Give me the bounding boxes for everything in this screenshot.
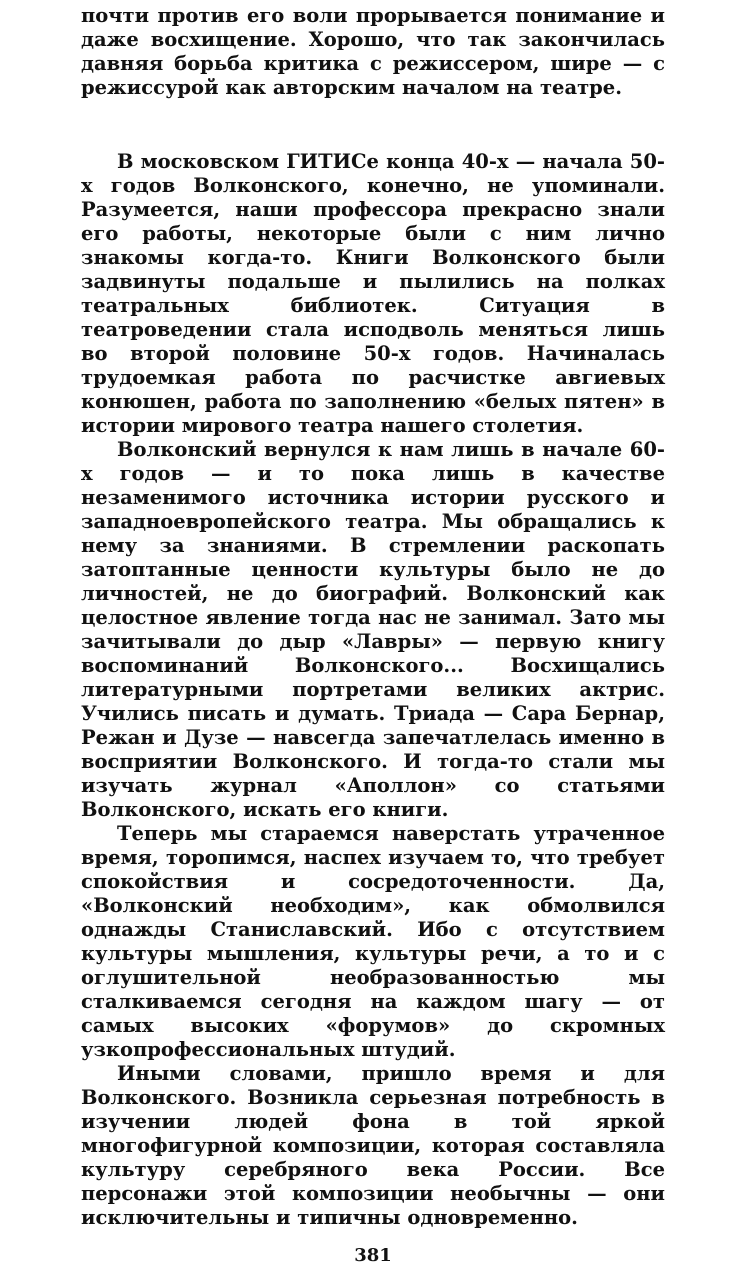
paragraph: Волконский вернулся к нам лишь в начале 60-х годов — и то пока лишь в качестве незаменимого источника истории русского и западноевропейского театра. Мы обращались к нему за знаниями. В стремлении раскопать затоптанные ценности культуры было не до личностей, не до биографий. Волконский как целостное явление тогда нас не занимал. Зато мы зачитывали до дыр «Лавры» — первую книгу воспоминаний Волконского... Восхищались литературными портретами великих актрис. Учились писать и думать. Триада — Сара Бернар, Режан и Дузе — навсегда запечатлелась именно в восприятии Волконского. И тогда-то стали мы изучать журнал «Аполлон» со статьями Волконского, искать его книги. bbox=[81, 438, 665, 821]
paragraph: Теперь мы стараемся наверстать утраченное время, торопимся, наспех изучаем то, что требует спокойствия и сосредоточенности. Да, «Волконский необходим», как обмолвился однажды Станиславский. Ибо с отсутствием культуры мышления, культуры речи, а то и с оглушительной необразованностью мы сталкиваемся сегодня на каждом шагу — от самых высоких «форумов» до скромных узкопрофессиональных штудий. bbox=[81, 822, 665, 1061]
paragraph: Иными словами, пришло время и для Волконского. Возникла серьезная потребность в изучении людей фона в той яркой многофигурной композиции, которая составляла культуру серебряного века России. Все персонажи этой композиции необычны — они исключительны и типичны одновременно. bbox=[81, 1062, 665, 1229]
section-gap bbox=[81, 100, 665, 150]
page-number: 381 bbox=[354, 1245, 392, 1266]
book-page bbox=[81, 4, 665, 1268]
paragraph: В московском ГИТИСе конца 40-х — начала 50-х годов Волконского, конечно, не упоминали. Разумеется, наши профессора прекрасно знали его работы, некоторые были с ним лично знакомы когда-то. Книги Волконского были задвинуты подальше и пылились на полках театральных библиотек. Ситуация в театроведении стала исподволь меняться лишь во второй половине 50-х годов. Начиналась трудоемкая работа по расчистке авгиевых конюшен, работа по заполнению «белых пятен» в истории мирового театра нашего столетия. bbox=[81, 150, 665, 437]
paragraph-continuation: почти против его воли прорывается понимание и даже восхищение. Хорошо, что так закончилась давняя борьба критика с режиссером, шире — с режиссурой как авторским началом на театре. bbox=[81, 4, 665, 99]
